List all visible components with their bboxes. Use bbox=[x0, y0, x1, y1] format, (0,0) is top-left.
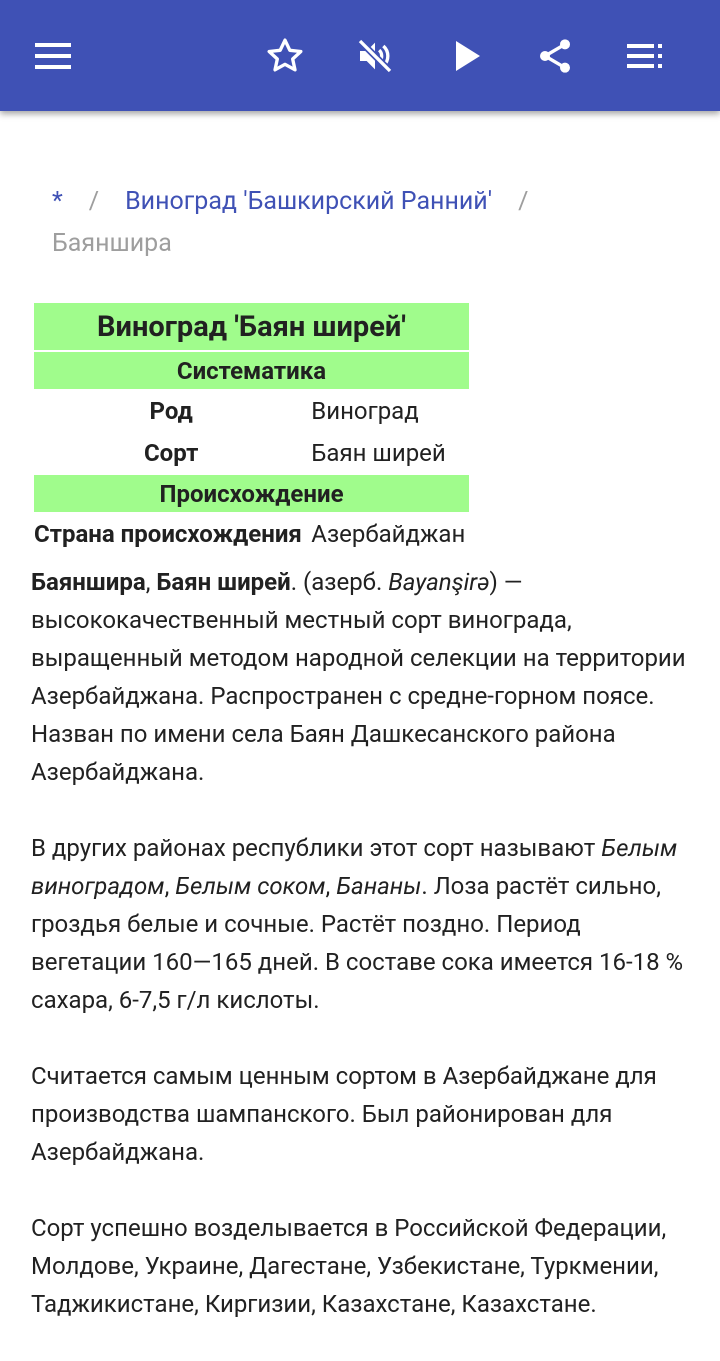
play-icon[interactable] bbox=[441, 30, 493, 82]
article-paragraph bbox=[31, 829, 696, 1019]
term-italic: Белым соком bbox=[175, 872, 326, 900]
text: . (азерб. bbox=[290, 568, 389, 596]
term-italic: Бананы bbox=[336, 872, 422, 900]
infobox bbox=[31, 301, 472, 556]
article-paragraph: Сорт успешно возделывается в Российской Федерации, Молдове, Украине, Дагестане, Узбекистане, Туркмении, Таджикистане, Киргизии, Казахстане, Казахстане. bbox=[31, 1214, 667, 1318]
infobox-genus-value: Виноград bbox=[311, 397, 419, 425]
toc-list-icon[interactable] bbox=[619, 30, 671, 82]
term-italic: Bayanşirə bbox=[388, 568, 490, 596]
volume-off-icon[interactable] bbox=[349, 30, 401, 82]
text: В других районах республики этот сорт называют bbox=[31, 834, 602, 862]
share-icon[interactable] bbox=[529, 30, 581, 82]
infobox-variety-value: Баян ширей bbox=[311, 439, 446, 467]
article-body bbox=[31, 563, 696, 1361]
article-paragraph: Считается самым ценным сортом в Азербайджане для производства шампанского. Был районирован для Азербайджана. bbox=[31, 1062, 657, 1166]
infobox-title: Виноград 'Баян ширей' bbox=[34, 303, 469, 350]
text: , bbox=[164, 872, 176, 900]
article-paragraph bbox=[31, 563, 696, 791]
text: , bbox=[145, 568, 157, 596]
term-bold: Баяншира bbox=[31, 568, 146, 596]
app-toolbar bbox=[0, 0, 720, 111]
infobox-variety-label: Сорт bbox=[143, 439, 199, 467]
text: . Лоза растёт сильно, гроздья белые и сочные. Растёт поздно. Период вегетации 160—165 дней. В составе сока имеется 16-18 % сахара, 6-7,5 г/л кислоты. bbox=[31, 872, 684, 1014]
text: , bbox=[325, 872, 337, 900]
breadcrumb-parent-link[interactable]: Виноград 'Башкирский Ранний' bbox=[125, 187, 493, 216]
breadcrumb-separator: / bbox=[518, 187, 529, 216]
infobox-genus-label: Род bbox=[149, 397, 193, 425]
menu-icon[interactable] bbox=[27, 30, 79, 82]
breadcrumb-current: Баяншира bbox=[52, 229, 172, 258]
term-bold: Баян ширей bbox=[156, 568, 291, 596]
term-italic: Белым виноградом bbox=[31, 834, 678, 900]
breadcrumb-home-link[interactable]: * bbox=[52, 187, 63, 216]
infobox-section-systematics: Систематика bbox=[34, 352, 469, 389]
infobox-country-value: Азербайджан bbox=[311, 520, 466, 548]
breadcrumb-separator: / bbox=[88, 187, 100, 216]
text: ) — высококачественный местный сорт винограда, выращенный методом народной селекции на территории Азербайджана. Распространен с средне-горном поясе. Назван по имени села Баян Дашкесанского района Азербайджана. bbox=[31, 568, 686, 786]
infobox-section-origin: Происхождение bbox=[34, 475, 469, 512]
infobox-country-label: Страна происхождения bbox=[34, 520, 302, 548]
star-icon[interactable] bbox=[259, 30, 311, 82]
breadcrumb bbox=[52, 181, 692, 265]
